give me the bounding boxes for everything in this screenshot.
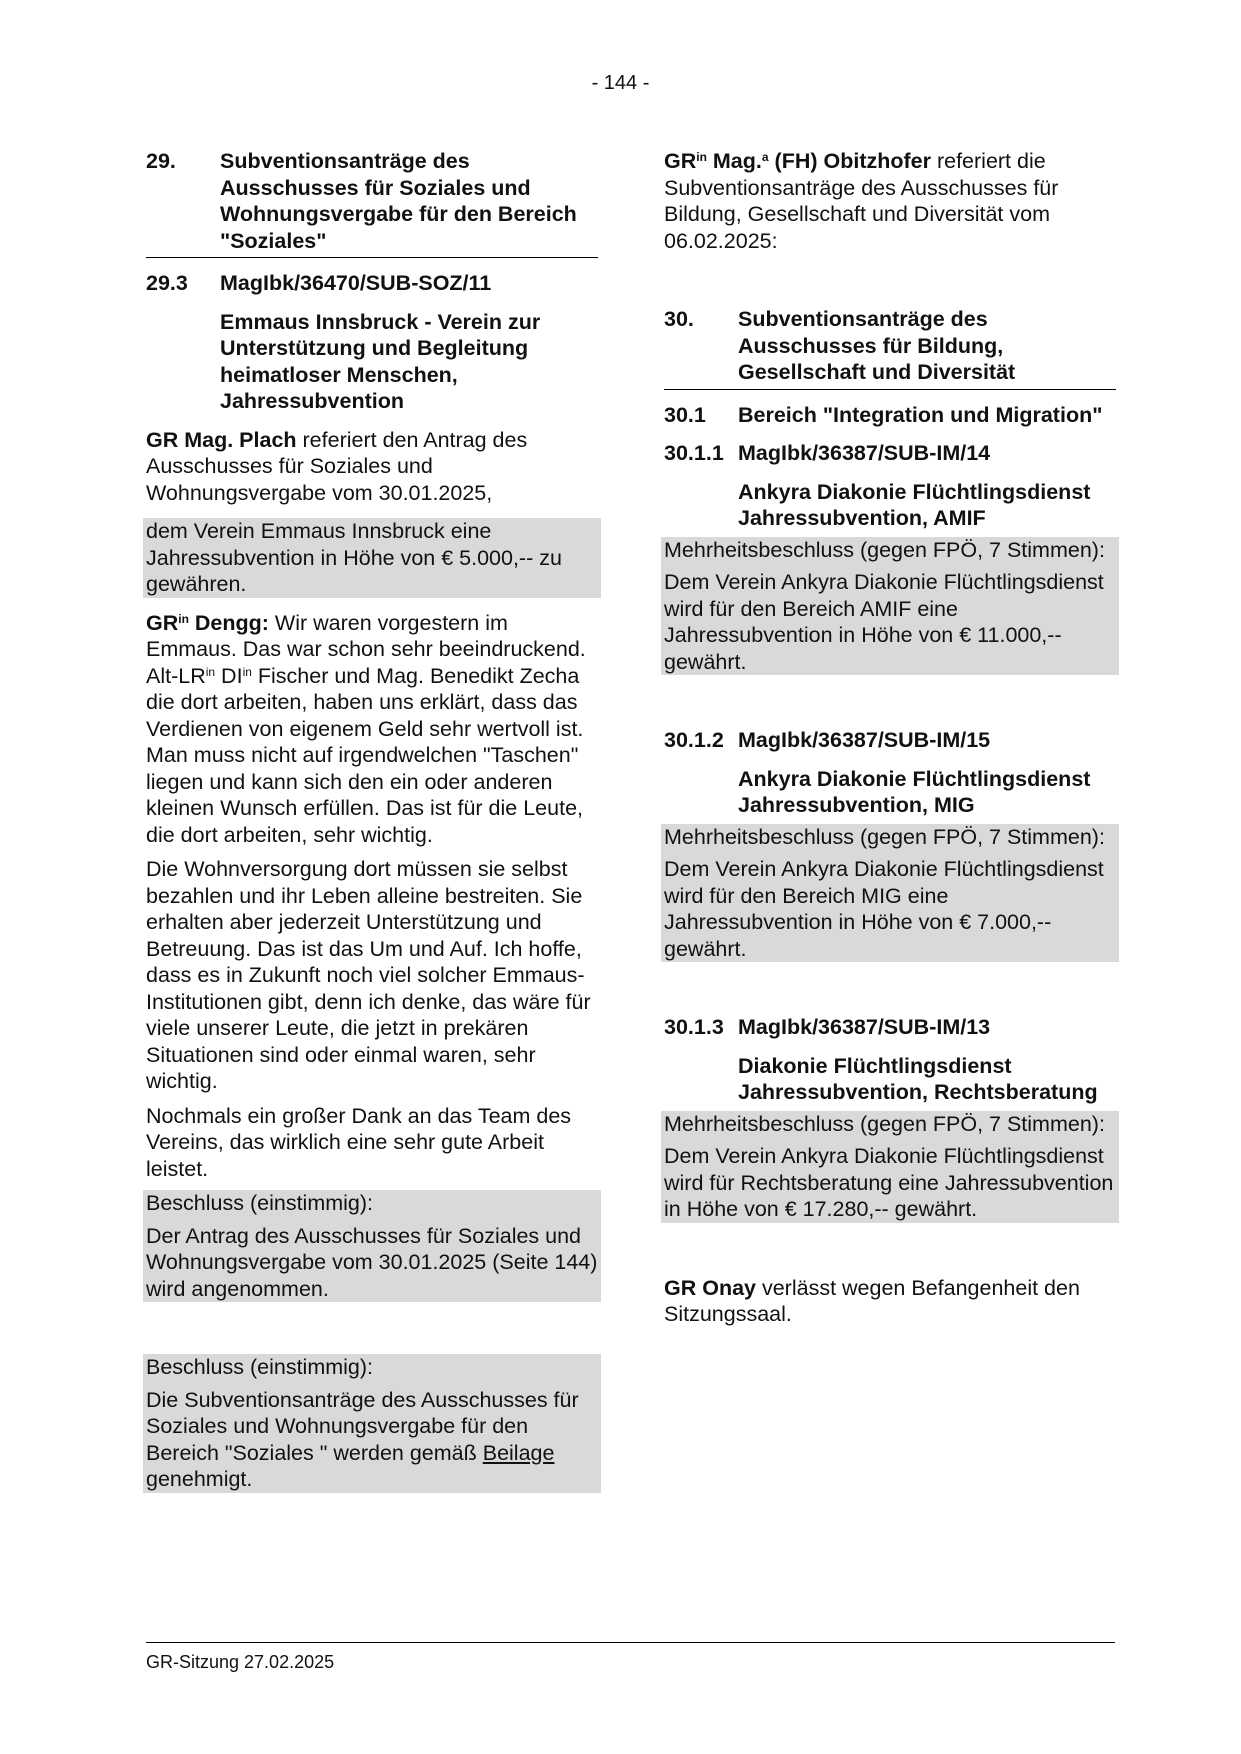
- item-subject: Ankyra Diakonie Flüchtlingsdienst Jahressubvention, AMIF: [738, 479, 1091, 530]
- intro-paragraph: $GR^{in}$ Mag.$^a$ (FH) Obitzhofer referiert die Subventionsanträge des Ausschusses für Bildung, Gesellschaft und Diversität vom 06.02.2025:: [664, 149, 1059, 253]
- resolution-box: [661, 537, 1119, 676]
- section-29-heading: [146, 148, 598, 258]
- resolution-box: [661, 1111, 1119, 1223]
- page-number: - 144 -: [591, 72, 650, 94]
- speaker-name: $GR^{in}$ Dengg:: [146, 610, 269, 635]
- section-30-1-heading: [664, 402, 1116, 429]
- section-number: 29.: [146, 149, 176, 173]
- item-heading: [664, 1014, 1116, 1041]
- resolution-label: Beschluss (einstimmig):: [146, 1191, 373, 1215]
- section-number: 30.1.2: [664, 728, 724, 752]
- section-number: 30.1.1: [664, 441, 724, 465]
- speech-paragraph-3: Nochmals ein großer Dank an das Team des Vereins, das wirklich eine sehr gute Arbeit leistet.: [146, 1103, 572, 1181]
- section-30-heading: [664, 306, 1116, 390]
- vote-label: Mehrheitsbeschluss (gegen FPÖ, 7 Stimmen):: [664, 537, 1105, 562]
- resolution-text: Der Antrag des Ausschusses für Soziales und Wohnungsvergabe vom 30.01.2025 (Seite 144) wird angenommen.: [146, 1223, 598, 1301]
- section-number: 30.: [664, 307, 694, 331]
- section-number: 30.1: [664, 402, 706, 427]
- right-column: [664, 148, 1116, 1328]
- resolution-box-2: [143, 1354, 601, 1493]
- resolution-box-1: [143, 1190, 601, 1302]
- speech-paragraph-1: $GR^{in}$ Dengg: Wir waren vorgestern im Emmaus. Das war schon sehr beeindruckend. Alt-$LR^{in}$ $DI^{in}$ Fischer und Mag. Benedikt Zecha die dort arbeiten, haben uns erklärt, dass das Verdienen von eigenem Geld sehr wertvoll ist. Man muss nicht auf irgendwelchen "Taschen" liegen und kann sich den ein oder anderen kleinen Wunsch erfüllen. Das ist für die Leute, die dort arbeiten, sehr wichtig.: [146, 610, 586, 847]
- speaker-name: $GR^{in}$ Mag.$^a$ (FH) Obitzhofer: [664, 149, 931, 173]
- vote-label: Mehrheitsbeschluss (gegen FPÖ, 7 Stimmen):: [664, 1111, 1105, 1136]
- section-number: 29.3: [146, 271, 188, 295]
- decision-text: Dem Verein Ankyra Diakonie Flüchtlingsdienst wird für den Bereich MIG eine Jahressubvention in Höhe von € 7.000,-- gewährt.: [664, 857, 1104, 961]
- page-footer: GR-Sitzung 27.02.2025: [146, 1642, 1115, 1673]
- item-subject: Emmaus Innsbruck - Verein zur Unterstützung und Begleitung heimatloser Menschen, Jahressubvention: [220, 309, 541, 413]
- file-reference: MagIbk/36387/SUB-IM/14: [738, 441, 991, 465]
- resolution-box: [661, 824, 1119, 963]
- decision-text: Dem Verein Ankyra Diakonie Flüchtlingsdienst wird für den Bereich AMIF eine Jahressubvention in Höhe von € 11.000,-- gewährt.: [664, 570, 1104, 674]
- section-number: 30.1.3: [664, 1015, 724, 1039]
- item-subject: Ankyra Diakonie Flüchtlingsdienst Jahressubvention, MIG: [738, 766, 1091, 817]
- beilage-link[interactable]: Beilage: [482, 1440, 555, 1465]
- proposal-box: dem Verein Emmaus Innsbruck eine Jahressubvention in Höhe von € 5.000,-- zu gewähren.: [143, 518, 601, 598]
- section-29-3-heading: [146, 270, 598, 297]
- speech-paragraph-2: Die Wohnversorgung dort müssen sie selbst bezahlen und ihr Leben alleine bestreiten. Sie erhalten aber jederzeit Unterstützung und Betreuung. Das ist das Um und Auf. Ich hoffe, dass es in Zukunft noch viel solcher Emmaus-Institutionen gibt, denn ich denke, das wäre für viele unserer Leute, die jetzt in prekären Situationen sind oder einmal waren, sehr wichtig.: [146, 857, 591, 1093]
- resolution-label: Beschluss (einstimmig):: [146, 1355, 373, 1379]
- file-reference: MagIbk/36470/SUB-SOZ/11: [220, 271, 492, 295]
- item-heading: [664, 440, 1116, 467]
- section-title: Bereich "Integration und Migration": [738, 402, 1103, 427]
- closing-paragraph: GR Onay verlässt wegen Befangenheit den Sitzungssaal.: [664, 1275, 1080, 1326]
- item-heading: [664, 727, 1116, 754]
- file-reference: MagIbk/36387/SUB-IM/13: [738, 1015, 991, 1039]
- left-column: [146, 148, 598, 1493]
- resolution-text: Die Subventionsanträge des Ausschusses für Soziales und Wohnungsvergabe für den Bereich "Soziales " werden gemäß Beilage genehmigt.: [146, 1387, 579, 1491]
- speaker-text: referiert den Antrag des Ausschusses für Soziales und Wohnungsvergabe vom 30.01.2025,: [146, 427, 528, 505]
- decision-text: Dem Verein Ankyra Diakonie Flüchtlingsdienst wird für Rechtsberatung eine Jahressubvention in Höhe von € 17.280,-- gewährt.: [664, 1144, 1114, 1221]
- item-subject: Diakonie Flüchtlingsdienst Jahressubvention, Rechtsberatung: [738, 1053, 1098, 1104]
- speaker-name: GR Onay: [664, 1275, 756, 1300]
- file-reference: MagIbk/36387/SUB-IM/15: [738, 728, 991, 752]
- section-title: Subventionsanträge des Ausschusses für Bildung, Gesellschaft und Diversität: [738, 307, 1016, 384]
- vote-label: Mehrheitsbeschluss (gegen FPÖ, 7 Stimmen):: [664, 824, 1105, 849]
- speaker-name: GR Mag. Plach: [146, 427, 297, 452]
- section-title: Subventionsanträge des Ausschusses für Soziales und Wohnungsvergabe für den Bereich "Soziales": [220, 149, 577, 253]
- speaker-paragraph: [146, 427, 598, 507]
